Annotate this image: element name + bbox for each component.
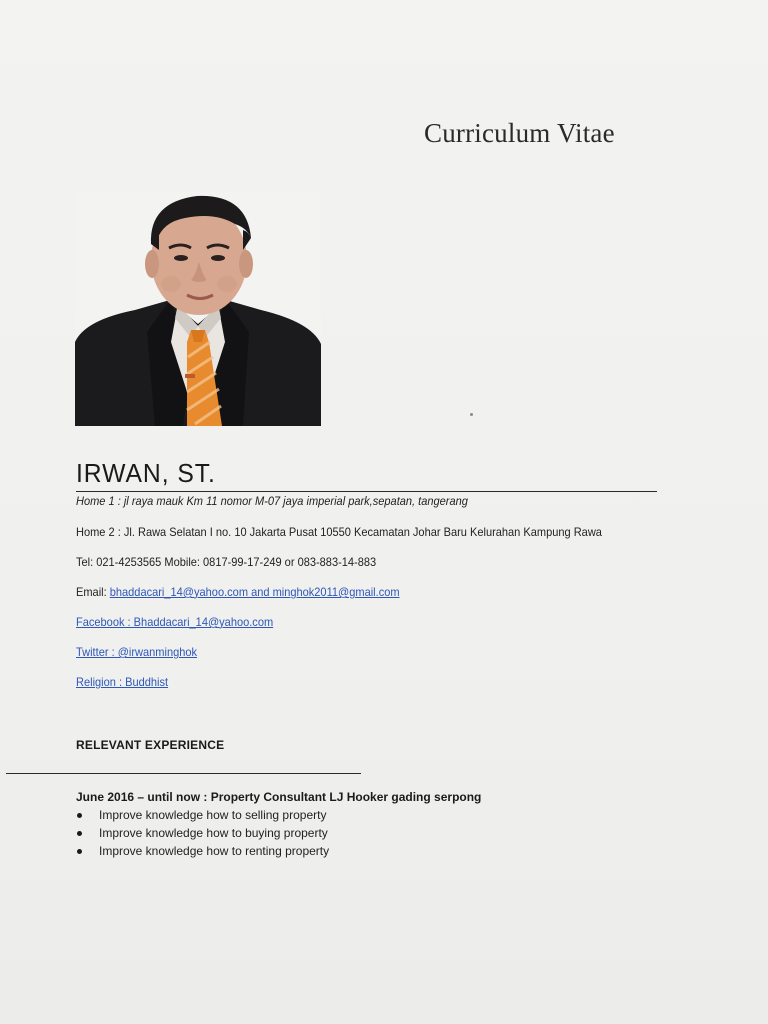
bullet-icon: [77, 831, 82, 836]
section-heading-experience: RELEVANT EXPERIENCE: [76, 738, 225, 752]
telephone-line: Tel: 021-4253565 Mobile: 0817-99-17-249 or 083-883-14-883: [76, 555, 377, 569]
home-address-1: Home 1 : jl raya mauk Km 11 nomor M-07 jaya imperial park,sepatan, tangerang: [76, 494, 468, 508]
email-line: [76, 585, 400, 599]
list-item: [76, 807, 329, 825]
document-title: Curriculum Vitae: [424, 118, 615, 148]
candidate-name: IRWAN, ST.: [76, 458, 216, 488]
list-item: [76, 843, 329, 861]
bullet-icon: [77, 813, 82, 818]
job-title: June 2016 – until now : Property Consultant LJ Hooker gading serpong: [76, 790, 482, 804]
email-label: Email:: [76, 585, 110, 599]
duty-text: Improve knowledge how to renting property: [99, 844, 330, 858]
list-item: [76, 825, 329, 843]
facebook-link[interactable]: Facebook : Bhaddacari_14@yahoo.com: [76, 615, 274, 629]
home-address-2: Home 2 : Jl. Rawa Selatan I no. 10 Jakarta Pusat 10550 Kecamatan Johar Baru Kelurahan Kampung Rawa: [76, 525, 602, 539]
section-divider: [6, 773, 361, 774]
name-divider: [76, 491, 657, 492]
twitter-link[interactable]: Twitter : @irwanminghok: [76, 645, 198, 659]
bullet-icon: [77, 849, 82, 854]
portrait-photo: [75, 192, 321, 426]
religion-link[interactable]: Religion : Buddhist: [76, 675, 169, 689]
email-link[interactable]: bhaddacari_14@yahoo.com and minghok2011@gmail.com: [109, 585, 400, 599]
duty-text: Improve knowledge how to buying property: [99, 826, 328, 840]
scan-speck: [470, 413, 473, 416]
job-duties-list: [76, 807, 329, 861]
duty-text: Improve knowledge how to selling property: [99, 808, 327, 822]
